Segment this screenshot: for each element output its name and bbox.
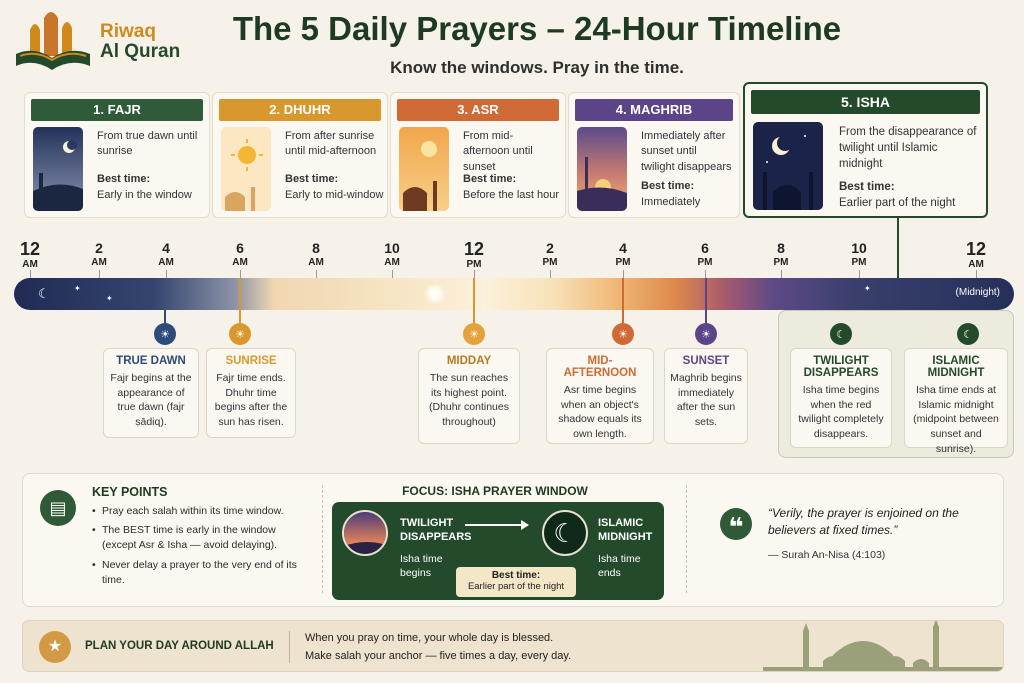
prayer-card-desc: Immediately after sunset until twilight disappears bbox=[641, 130, 732, 173]
marker-line bbox=[473, 278, 475, 324]
tick-hour: 10 bbox=[851, 240, 867, 256]
book-icon: ▤ bbox=[40, 490, 76, 526]
tick-meridiem: AM bbox=[22, 259, 38, 270]
page-subtitle: Know the windows. Pray in the time. bbox=[390, 58, 684, 77]
focus-end-title: ISLAMIC MIDNIGHT bbox=[598, 517, 653, 544]
event-midday bbox=[418, 348, 520, 444]
arrow-right-icon bbox=[465, 524, 527, 526]
list-item: • Pray each salah within its time window. bbox=[92, 504, 307, 519]
prayer-card-asr bbox=[390, 92, 566, 218]
tick-hour: 8 bbox=[312, 240, 320, 256]
tick-mark bbox=[392, 270, 393, 278]
tick-hour: 6 bbox=[236, 240, 244, 256]
prayer-card-desc: From after sunrise until mid-afternoon bbox=[285, 130, 377, 158]
dawn-icon: ☀ bbox=[154, 323, 176, 345]
key-points-list bbox=[92, 504, 307, 592]
star-icon: ✦ bbox=[74, 284, 81, 293]
event-desc: Asr time begins when an object's shadow equals its own length. bbox=[558, 384, 642, 441]
prayer-card-best-value: Before the last hour bbox=[463, 189, 560, 201]
tick-mark bbox=[99, 270, 100, 278]
tick-mark bbox=[705, 270, 706, 278]
sun-icon: ☀ bbox=[463, 323, 485, 345]
prayer-card-title: 5. ISHA bbox=[751, 90, 980, 114]
quote-icon: ❝ bbox=[720, 508, 752, 540]
tick-meridiem: AM bbox=[232, 257, 248, 268]
focus-best-label: Best time: bbox=[491, 570, 541, 581]
marker-line bbox=[622, 278, 624, 324]
quran-logo-icon bbox=[12, 10, 96, 76]
prayer-card-best-label: Best time: bbox=[97, 173, 151, 185]
tick-hour: 4 bbox=[162, 240, 170, 256]
brand-logo bbox=[12, 8, 192, 78]
event-title: MIDDAY bbox=[446, 355, 492, 367]
event-title: SUNRISE bbox=[225, 355, 277, 367]
divider bbox=[686, 485, 687, 593]
focus-start-title: TWILIGHT DISAPPEARS bbox=[400, 517, 472, 544]
event-twilight-disappears bbox=[790, 348, 892, 448]
focus-best-time bbox=[456, 567, 576, 597]
quote-source: — Surah An-Nisa (4:103) bbox=[768, 549, 886, 561]
prayer-card-best-value: Earlier part of the night bbox=[839, 197, 956, 209]
prayer-card-desc: From true dawn until sunrise bbox=[97, 130, 198, 158]
tick-meridiem: PM bbox=[466, 259, 482, 270]
list-item: • Never delay a prayer to the very end of its time. bbox=[92, 558, 307, 588]
prayer-card-dhuhr bbox=[212, 92, 388, 218]
focus-best-value: Earlier part of the night bbox=[467, 581, 565, 592]
prayer-card-best-value: Early to mid-window bbox=[285, 189, 384, 201]
mosque-silhouette-icon bbox=[763, 621, 1003, 672]
sun-half-icon: ☀ bbox=[612, 323, 634, 345]
twilight-scene-icon bbox=[342, 510, 388, 556]
tick-mark bbox=[550, 270, 551, 278]
tick-mark bbox=[316, 270, 317, 278]
sunset-icon: ☀ bbox=[695, 323, 717, 345]
isha-night-scene-icon bbox=[753, 122, 823, 210]
event-sunrise bbox=[206, 348, 296, 438]
focus-end-sub: Isha time ends bbox=[598, 553, 641, 580]
isha-connector-line bbox=[897, 218, 899, 280]
prayer-card-best-value: Early in the window bbox=[97, 189, 192, 201]
prayer-card-best-label: Best time: bbox=[839, 181, 895, 193]
tick-mark bbox=[976, 270, 977, 278]
event-desc: Fajr begins at the appearance of true dawn (fajr ṣādiq). bbox=[110, 372, 192, 429]
tick-meridiem: PM bbox=[773, 257, 789, 268]
tick-mark bbox=[474, 270, 475, 278]
dhuhr-sun-scene-icon bbox=[221, 127, 271, 211]
footer-title: PLAN YOUR DAY AROUND ALLAH bbox=[85, 640, 274, 652]
time-tick bbox=[79, 240, 119, 270]
prayer-card-isha bbox=[743, 82, 988, 218]
tick-meridiem: AM bbox=[968, 259, 984, 270]
star-icon: ✦ bbox=[106, 294, 113, 303]
key-points-title: KEY POINTS bbox=[92, 485, 168, 499]
prayer-card-best-label: Best time: bbox=[463, 173, 517, 185]
time-tick bbox=[146, 240, 186, 270]
brand-name-line1: Riwaq bbox=[100, 21, 156, 42]
prayer-card-fajr bbox=[24, 92, 210, 218]
divider bbox=[289, 631, 290, 663]
footer-line1: When you pray on time, your whole day is blessed. bbox=[305, 632, 554, 644]
tick-hour: 2 bbox=[546, 240, 554, 256]
maghrib-sunset-scene-icon bbox=[577, 127, 627, 211]
tick-hour: 4 bbox=[619, 240, 627, 256]
event-desc: Isha time begins when the red twilight completely disappears. bbox=[798, 384, 884, 441]
tick-mark bbox=[166, 270, 167, 278]
prayer-card-best-value: Immediately bbox=[641, 196, 701, 208]
focus-title: FOCUS: ISHA PRAYER WINDOW bbox=[402, 484, 588, 498]
event-desc: The sun reaches its highest point. (Dhuhr continues throughout) bbox=[429, 372, 509, 429]
footer-banner bbox=[22, 620, 1004, 672]
prayer-card-desc: From the disappearance of twilight until Islamic midnight bbox=[839, 126, 977, 171]
tick-mark bbox=[781, 270, 782, 278]
time-tick bbox=[839, 240, 879, 270]
prayer-card-best-label: Best time: bbox=[641, 180, 695, 192]
crescent-moon-icon: ☾ bbox=[542, 510, 588, 556]
isha-focus-box bbox=[332, 502, 664, 600]
tick-hour: 10 bbox=[384, 240, 400, 256]
tick-mark bbox=[623, 270, 624, 278]
event-title: SUNSET bbox=[682, 355, 730, 367]
tick-meridiem: AM bbox=[384, 257, 400, 268]
moon-icon: ☾ bbox=[957, 323, 979, 345]
tick-hour: 12 bbox=[19, 239, 41, 259]
tick-meridiem: PM bbox=[615, 257, 631, 268]
tick-hour: 6 bbox=[701, 240, 709, 256]
prayer-card-title: 1. FAJR bbox=[31, 99, 203, 121]
event-desc: Fajr time ends. Dhuhr time begins after the sun has risen. bbox=[214, 372, 288, 429]
tick-hour: 2 bbox=[95, 240, 103, 256]
star-icon: ✦ bbox=[864, 284, 871, 293]
tick-meridiem: AM bbox=[158, 257, 174, 268]
time-tick bbox=[530, 240, 570, 270]
event-sunset bbox=[664, 348, 748, 444]
tick-mark bbox=[240, 270, 241, 278]
time-tick bbox=[956, 240, 996, 272]
tick-meridiem: AM bbox=[91, 257, 107, 268]
prayer-card-maghrib bbox=[568, 92, 740, 218]
event-desc: Maghrib begins immediately after the sun sets. bbox=[670, 372, 742, 429]
tick-hour: 12 bbox=[965, 239, 987, 259]
day-gradient-bar bbox=[14, 278, 1014, 310]
footer-line2: Make salah your anchor — five times a day, every day. bbox=[305, 650, 572, 662]
prayer-card-best-label: Best time: bbox=[285, 173, 339, 185]
tick-meridiem: AM bbox=[308, 257, 324, 268]
time-tick bbox=[10, 240, 50, 272]
tick-meridiem: PM bbox=[697, 257, 713, 268]
time-tick bbox=[454, 240, 494, 272]
tick-mark bbox=[30, 270, 31, 278]
focus-start-sub: Isha time begins bbox=[400, 553, 443, 580]
time-tick bbox=[372, 240, 412, 270]
midnight-note: (Midnight) bbox=[955, 287, 1000, 298]
brand-name-line2: Al Quran bbox=[100, 40, 181, 62]
star-icon: ★ bbox=[39, 631, 71, 663]
list-item: • The BEST time is early in the window (except Asr & Isha — avoid delaying). bbox=[92, 523, 307, 553]
event-mid-afternoon bbox=[546, 348, 654, 444]
prayer-card-desc: From mid-afternoon until sunset bbox=[463, 130, 533, 173]
tick-meridiem: PM bbox=[542, 257, 558, 268]
fajr-moon-scene-icon bbox=[33, 127, 83, 211]
marker-line bbox=[705, 278, 707, 324]
time-tick bbox=[296, 240, 336, 270]
divider bbox=[322, 485, 323, 593]
sun-glow-icon bbox=[424, 283, 446, 305]
event-islamic-midnight bbox=[904, 348, 1008, 455]
time-tick bbox=[220, 240, 260, 270]
tick-mark bbox=[859, 270, 860, 278]
tick-hour: 12 bbox=[463, 239, 485, 259]
quote-text: “Verily, the prayer is enjoined on the believers at fixed times.” bbox=[768, 506, 959, 538]
asr-sun-scene-icon bbox=[399, 127, 449, 211]
event-true-dawn bbox=[103, 348, 199, 438]
marker-line bbox=[164, 310, 166, 324]
tick-hour: 8 bbox=[777, 240, 785, 256]
event-title: TRUE DAWN bbox=[116, 355, 186, 367]
time-tick bbox=[603, 240, 643, 270]
event-title: TWILIGHT DISAPPEARS bbox=[803, 355, 879, 379]
sunrise-icon: ☀ bbox=[229, 323, 251, 345]
tick-meridiem: PM bbox=[851, 257, 867, 268]
time-tick bbox=[761, 240, 801, 270]
event-title: MID-AFTERNOON bbox=[563, 355, 637, 379]
crescent-moon-icon: ☾ bbox=[38, 286, 50, 301]
event-desc: Isha time ends at Islamic midnight (midpoint between sunset and sunrise). bbox=[913, 384, 999, 455]
time-tick bbox=[685, 240, 725, 270]
prayer-card-title: 4. MAGHRIB bbox=[575, 99, 733, 121]
prayer-card-title: 3. ASR bbox=[397, 99, 559, 121]
marker-line bbox=[239, 278, 241, 324]
page-title: The 5 Daily Prayers – 24-Hour Timeline bbox=[232, 10, 842, 47]
event-title: ISLAMIC MIDNIGHT bbox=[927, 355, 985, 379]
twilight-icon: ☾ bbox=[830, 323, 852, 345]
prayer-card-title: 2. DHUHR bbox=[219, 99, 381, 121]
